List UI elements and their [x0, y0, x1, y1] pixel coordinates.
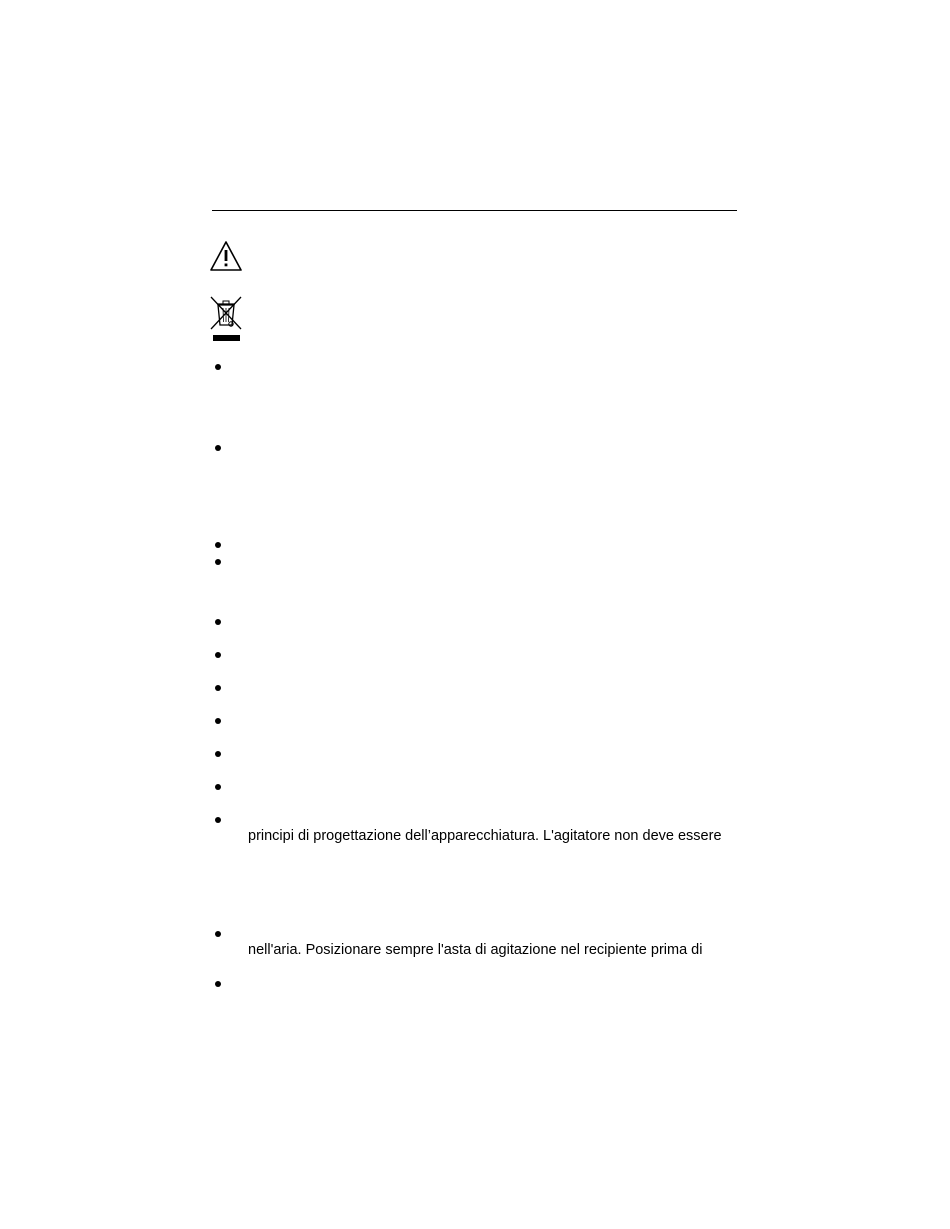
body-text-line: principi di progettazione dell’apparecchiatura. L'agitatore non deve essere: [248, 828, 722, 844]
list-bullet: [215, 685, 221, 691]
list-bullet: [215, 817, 221, 823]
list-bullet: [215, 751, 221, 757]
list-bullet: [215, 652, 221, 658]
header-rule: [212, 210, 737, 211]
warning-triangle-icon: [209, 240, 243, 272]
list-bullet: [215, 542, 221, 548]
list-bullet: [215, 931, 221, 937]
list-bullet: [215, 619, 221, 625]
crossed-out-wheelie-bin-icon: [208, 295, 244, 343]
list-bullet: [215, 718, 221, 724]
body-text-line: nell'aria. Posizionare sempre l'asta di agitazione nel recipiente prima di: [248, 942, 703, 958]
list-bullet: [215, 364, 221, 370]
list-bullet: [215, 445, 221, 451]
list-bullet: [215, 784, 221, 790]
list-bullet: [215, 559, 221, 565]
list-bullet: [215, 981, 221, 987]
